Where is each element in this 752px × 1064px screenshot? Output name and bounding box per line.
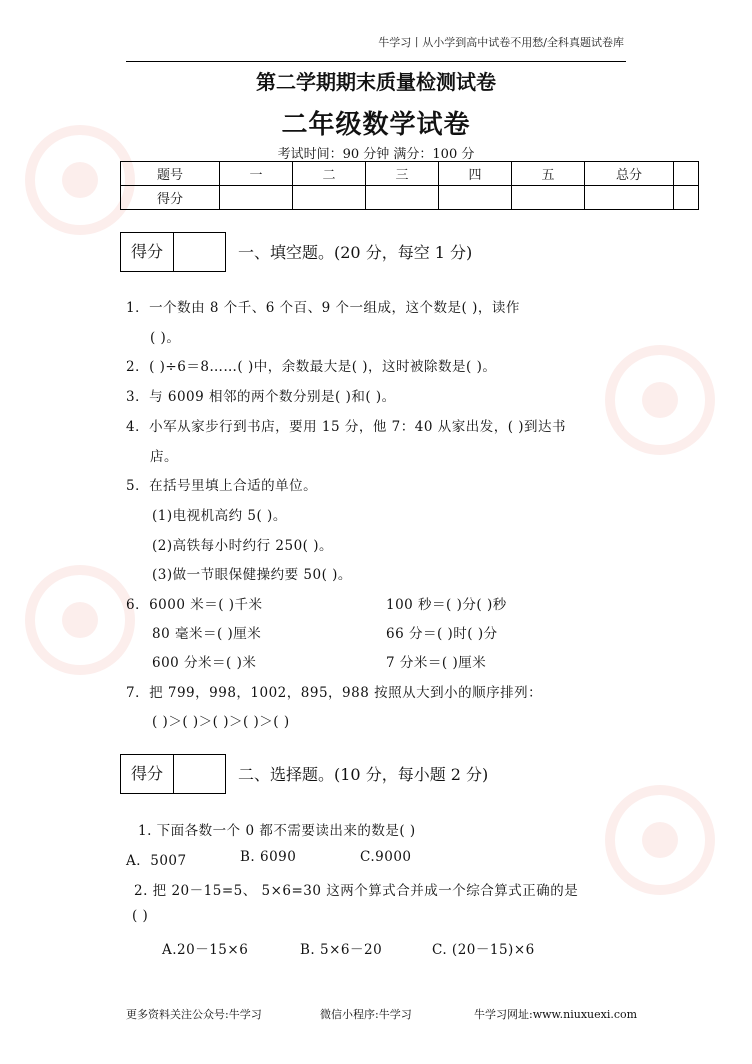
score-input-cell[interactable] <box>220 186 293 210</box>
score-input-cell[interactable] <box>585 186 674 210</box>
question-7-answer: ( )＞( )＞( )＞( )＞( ) <box>152 714 290 730</box>
section2-title: 二、选择题。(10 分，每小题 2 分) <box>238 765 489 784</box>
question-4-line1: 4．小军从家步行到书店，要用 15 分，他 7：40 从家出发，( )到达书 <box>126 419 567 435</box>
question-1-line1: 1．一个数由 8 个千、6 个百、9 个一组成，这个数是( )，读作 <box>126 300 520 316</box>
table-cell: 三 <box>366 162 439 186</box>
score-input-cell[interactable] <box>366 186 439 210</box>
choice-option-c: C. (20－15)×6 <box>432 942 535 958</box>
question-6-item1-left: 6．6000 米＝( )千米 <box>126 597 263 613</box>
question-3: 3．与 6009 相邻的两个数分别是( )和( )。 <box>126 389 396 405</box>
score-input-cell[interactable] <box>439 186 512 210</box>
table-cell: 五 <box>512 162 585 186</box>
footer-middle: 微信小程序:牛学习 <box>320 1008 412 1021</box>
question-5-item2: (2)高铁每小时约行 250( )。 <box>152 538 334 554</box>
question-6-item1-right: 100 秒＝( )分( )秒 <box>386 597 507 613</box>
choice-option-a: A.20－15×6 <box>162 942 249 958</box>
choice-question-1: 1. 下面各数一个 0 都不需要读出来的数是( ) <box>138 823 416 839</box>
section1-title: 一、填空题。(20 分，每空 1 分) <box>238 243 473 262</box>
question-7: 7．把 799，998，1002，895，988 按照从大到小的顺序排列： <box>126 685 543 701</box>
footer-right-link[interactable]: 牛学习网址:www.niuxuexi.com <box>474 1008 638 1021</box>
choice-option-b: B. 6090 <box>240 849 297 865</box>
question-2: 2．( )÷6＝8……( )中，余数最大是( )，这时被除数是( )。 <box>126 359 497 375</box>
table-cell: 二 <box>293 162 366 186</box>
table-cell: 总分 <box>585 162 674 186</box>
table-cell <box>674 186 699 210</box>
exam-subtitle: 二年级数学试卷 <box>281 110 471 140</box>
score-box-label: 得分 <box>121 233 174 271</box>
table-cell: 得分 <box>121 186 220 210</box>
question-4-line2: 店。 <box>150 449 178 465</box>
question-6-item2-right: 66 分＝( )时( )分 <box>386 626 498 642</box>
score-input-cell[interactable] <box>293 186 366 210</box>
question-6-item2-left: 80 毫米＝( )厘米 <box>152 626 262 642</box>
footer-left: 更多资料关注公众号:牛学习 <box>126 1008 262 1021</box>
choice-option-b: B. 5×6－20 <box>300 942 383 958</box>
question-5-item1: (1)电视机高约 5( )。 <box>152 508 287 524</box>
exam-info: 考试时间：90 分钟 满分：100 分 <box>277 147 475 162</box>
score-input-cell[interactable] <box>512 186 585 210</box>
watermark-logo-icon <box>20 560 140 680</box>
question-5-item3: (3)做一节眼保健操约要 50( )。 <box>152 567 352 583</box>
score-table <box>120 161 699 210</box>
score-box-label: 得分 <box>121 755 174 793</box>
choice-option-a: A．5007 <box>126 853 187 869</box>
watermark-logo-icon <box>600 340 720 460</box>
table-cell: 一 <box>220 162 293 186</box>
table-cell: 题号 <box>121 162 220 186</box>
watermark-logo-icon <box>600 780 720 900</box>
choice-question-2-line1: 2. 把 20－15=5、 5×6=30 这两个算式合并成一个综合算式正确的是 <box>134 883 579 899</box>
score-table-header-row <box>121 162 699 186</box>
question-1-line2: ( )。 <box>150 330 181 346</box>
choice-option-c: C.9000 <box>360 849 412 865</box>
exam-title: 第二学期期末质量检测试卷 <box>256 70 496 94</box>
question-6-item3-left: 600 分米＝( )米 <box>152 655 257 671</box>
page-header-text: 牛学习丨从小学到高中试卷不用愁/全科真题试卷库 <box>378 36 624 49</box>
score-table-score-row <box>121 186 699 210</box>
table-cell: 四 <box>439 162 512 186</box>
section1-score-box <box>120 232 226 272</box>
choice-question-2-line2: ( ) <box>132 908 149 924</box>
header-divider <box>126 61 626 62</box>
question-5: 5．在括号里填上合适的单位。 <box>126 478 318 494</box>
question-6-item3-right: 7 分米＝( )厘米 <box>386 655 487 671</box>
section2-score-box <box>120 754 226 794</box>
table-cell <box>674 162 699 186</box>
